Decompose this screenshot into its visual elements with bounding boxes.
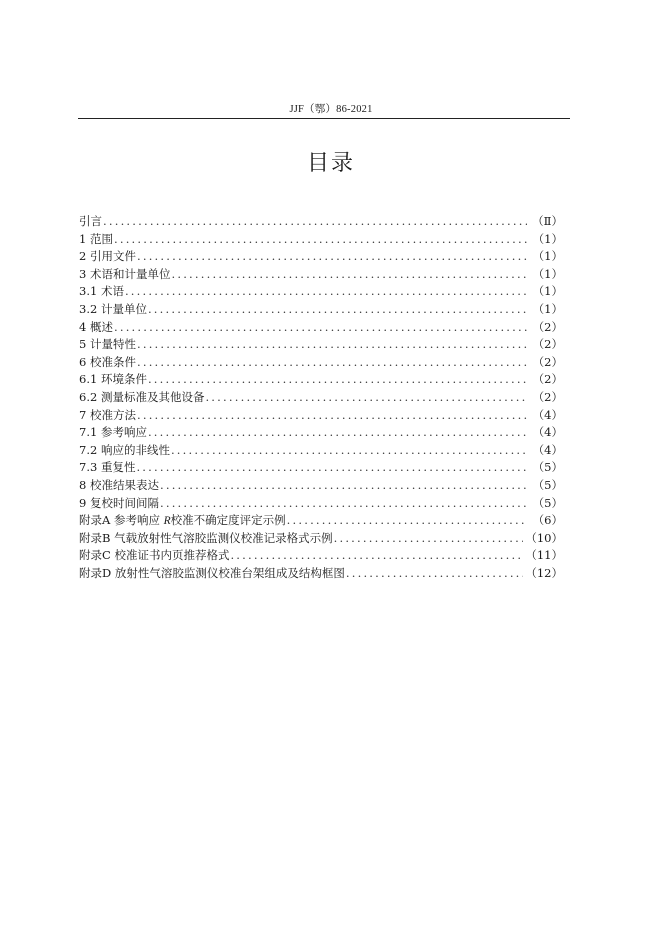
toc-label-part: 校准不确定度评定示例 <box>170 513 286 528</box>
toc-entry-label: 6.2 测量标准及其他设备 <box>79 389 205 404</box>
toc-entry-page: （4） <box>532 425 563 440</box>
toc-entry-page: （2） <box>532 389 563 404</box>
toc-entry-1[interactable] <box>79 231 563 249</box>
toc-entry-label: 6 校准条件 <box>79 354 136 369</box>
toc-leader-dots <box>205 389 527 407</box>
toc-entry-7-3[interactable] <box>79 459 563 477</box>
toc-entry-page: （4） <box>532 442 563 457</box>
toc-entry-7[interactable] <box>79 407 563 425</box>
toc-leader-dots <box>160 495 527 513</box>
toc-entry-page: （5） <box>532 460 563 475</box>
toc-entry-label: 9 复校时间间隔 <box>79 495 159 510</box>
toc-entry-page: （Ⅱ） <box>532 214 563 228</box>
toc-leader-dots <box>137 336 527 354</box>
toc-leader-dots <box>334 530 524 548</box>
toc-leader-dots <box>148 301 527 319</box>
toc-label-part: 附录A 参考响应 <box>79 513 164 528</box>
toc-entry-9[interactable] <box>79 495 563 513</box>
toc-leader-dots <box>160 477 527 495</box>
toc-entry-label: 3.1 术语 <box>79 284 124 299</box>
toc-leader-dots <box>287 512 527 530</box>
toc-entry-page: （1） <box>532 284 563 299</box>
toc-entry-label: 引言 <box>79 214 102 228</box>
toc-entry-label: 附录D 放射性气溶胶监测仪校准台架组成及结构框图 <box>79 565 345 580</box>
toc-leader-dots <box>137 354 527 372</box>
toc-entry-label: 7.1 参考响应 <box>79 425 147 440</box>
toc-entry-6-2[interactable] <box>79 389 563 407</box>
toc-entry-label: 3 术语和计量单位 <box>79 266 171 281</box>
toc-entry-page: （1） <box>532 249 563 264</box>
toc-entry-page: （11） <box>525 548 563 563</box>
document-code-header: JJF（鄂）86-2021 <box>289 104 373 115</box>
toc-leader-dots <box>125 283 527 301</box>
toc-entry-page: （1） <box>532 266 563 281</box>
toc-entry-preface[interactable] <box>79 213 563 231</box>
toc-entry-7-2[interactable] <box>79 442 563 460</box>
toc-entry-page: （6） <box>532 513 563 528</box>
toc-label-italic-symbol: R <box>163 515 171 528</box>
toc-entry-page: （10） <box>525 530 563 545</box>
toc-entry-label: 附录B 气载放射性气溶胶监测仪校准记录格式示例 <box>79 530 333 545</box>
toc-entry-label: 8 校准结果表达 <box>79 477 159 492</box>
toc-entry-page: （2） <box>532 319 563 334</box>
toc-leader-dots <box>148 371 527 389</box>
toc-leader-dots <box>171 442 527 460</box>
toc-entry-label: 7 校准方法 <box>79 407 136 422</box>
toc-leader-dots <box>136 459 527 477</box>
toc-entry-5[interactable] <box>79 336 563 354</box>
toc-entry-page: （5） <box>532 477 563 492</box>
toc-entry-page: （5） <box>532 495 563 510</box>
toc-entry-label: 1 范围 <box>79 231 113 246</box>
toc-entry-2[interactable] <box>79 248 563 266</box>
toc-leader-dots <box>114 231 527 249</box>
toc-leader-dots <box>148 424 527 442</box>
toc-entry-label: 2 引用文件 <box>79 249 136 264</box>
toc-entry-label: 5 计量特性 <box>79 337 136 352</box>
toc-entry-label: 3.2 计量单位 <box>79 301 147 316</box>
toc-leader-dots <box>230 547 523 565</box>
toc-leader-dots <box>137 407 527 425</box>
toc-entry-appendix-a[interactable] <box>79 512 563 530</box>
toc-entry-page: （2） <box>532 354 563 369</box>
table-of-contents <box>79 213 563 582</box>
toc-entry-3-1[interactable] <box>79 283 563 301</box>
toc-entry-4[interactable] <box>79 319 563 337</box>
toc-entry-label: 7.2 响应的非线性 <box>79 442 170 457</box>
header-rule <box>78 118 570 119</box>
toc-leader-dots <box>103 213 527 231</box>
toc-entry-page: （2） <box>532 372 563 387</box>
toc-entry-7-1[interactable] <box>79 424 563 442</box>
toc-leader-dots <box>114 319 527 337</box>
toc-leader-dots <box>171 266 527 284</box>
toc-entry-appendix-c[interactable] <box>79 547 563 565</box>
toc-entry-6-1[interactable] <box>79 371 563 389</box>
page-title: 目录 <box>306 151 355 176</box>
toc-entry-3-2[interactable] <box>79 301 563 319</box>
toc-entry-label: 4 概述 <box>79 319 113 334</box>
toc-entry-label <box>79 512 286 531</box>
toc-leader-dots <box>137 248 527 266</box>
toc-entry-page: （2） <box>532 337 563 352</box>
toc-entry-page: （12） <box>525 565 563 580</box>
toc-entry-6[interactable] <box>79 354 563 372</box>
toc-entry-page: （4） <box>532 407 563 422</box>
toc-entry-label: 附录C 校准证书内页推荐格式 <box>79 548 230 563</box>
toc-entry-label: 7.3 重复性 <box>79 460 136 475</box>
toc-entry-page: （1） <box>532 231 563 246</box>
toc-entry-8[interactable] <box>79 477 563 495</box>
toc-entry-appendix-b[interactable] <box>79 530 563 548</box>
toc-entry-3[interactable] <box>79 266 563 284</box>
toc-entry-appendix-d[interactable] <box>79 565 563 583</box>
toc-entry-page: （1） <box>532 301 563 316</box>
toc-leader-dots <box>346 565 523 583</box>
toc-entry-label: 6.1 环境条件 <box>79 372 147 387</box>
